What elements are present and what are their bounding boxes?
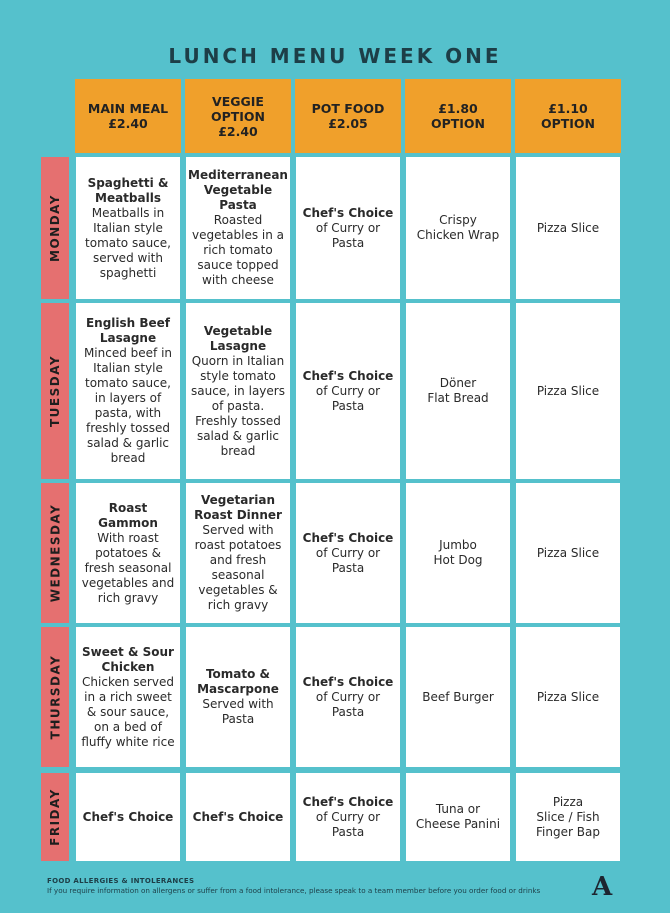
menu-cell <box>296 157 400 299</box>
column-header-110-option <box>515 79 621 153</box>
menu-cell <box>406 483 510 623</box>
day-label: THURSDAY <box>48 654 62 740</box>
allergy-heading: FOOD ALLERGIES & INTOLERANCES <box>47 877 195 885</box>
menu-cell <box>186 157 290 299</box>
menu-cell <box>296 627 400 767</box>
menu-cell <box>406 303 510 479</box>
dish-description: Meatballs in Italian style tomato sauce, served with spaghetti <box>85 205 171 280</box>
menu-cell <box>186 773 290 861</box>
dish-title: Chef's Choice <box>302 530 394 545</box>
column-header-label: £1.10 OPTION <box>540 101 596 131</box>
dish-description: Pizza Slice <box>536 545 600 560</box>
menu-cell <box>406 627 510 767</box>
column-header-label: MAIN MEAL £2.40 <box>87 101 169 131</box>
menu-cell <box>76 483 180 623</box>
column-header-180-option <box>405 79 511 153</box>
column-header-label: £1.80 OPTION <box>430 101 486 131</box>
dish-title: Vegetable Lasagne <box>203 323 273 353</box>
menu-cell <box>516 303 620 479</box>
menu-cell <box>516 483 620 623</box>
dish-title: Chef's Choice <box>192 809 284 824</box>
menu-cell <box>76 627 180 767</box>
dish-title: Chef's Choice <box>82 809 174 824</box>
dish-description: of Curry or Pasta <box>315 809 381 839</box>
column-header-main-meal <box>75 79 181 153</box>
dish-description: of Curry or Pasta <box>315 383 381 413</box>
dish-title: Spaghetti & Meatballs <box>87 175 169 205</box>
dish-description: Served with roast potatoes and fresh seasonal vegetables & rich gravy <box>194 523 282 612</box>
dish-title: Vegetarian Roast Dinner <box>194 493 282 522</box>
day-tab-wednesday <box>41 483 69 623</box>
menu-cell <box>186 627 290 767</box>
dish-title: Mediterranean Vegetable Pasta <box>188 168 288 212</box>
menu-cell <box>76 773 180 861</box>
dish-title: Chef's Choice <box>302 674 394 689</box>
dish-title: Chef's Choice <box>302 205 394 220</box>
dish-description: Pizza Slice <box>536 220 600 235</box>
menu-cell <box>406 773 510 861</box>
dish-title: Chef's Choice <box>302 368 394 383</box>
dish-description: Jumbo Hot Dog <box>433 538 483 567</box>
dish-description: Beef Burger <box>422 689 494 704</box>
column-header-veggie <box>185 79 291 153</box>
allergy-notice: If you require information on allergens or suffer from a food intolerance, please speak to a team member before you order food or drinks <box>47 886 541 895</box>
day-tab-friday <box>41 773 69 861</box>
dish-description: Roasted vegetables in a rich tomato sauce topped with cheese <box>191 213 285 287</box>
day-label: MONDAY <box>48 194 63 262</box>
day-label: FRIDAY <box>48 788 63 846</box>
brand-logo: A <box>592 872 613 902</box>
dish-description: Pizza Slice <box>536 689 600 704</box>
menu-cell <box>76 157 180 299</box>
menu-cell <box>296 303 400 479</box>
column-header-label: VEGGIE OPTION £2.40 <box>210 93 266 139</box>
menu-cell <box>76 303 180 479</box>
dish-description: Served with Pasta <box>202 697 274 726</box>
dish-description: of Curry or Pasta <box>315 545 381 575</box>
menu-cell <box>296 483 400 623</box>
menu-title: LUNCH MENU WEEK ONE <box>168 44 502 68</box>
dish-title: Tomato & Mascarpone <box>197 667 279 696</box>
day-tab-tuesday <box>41 303 69 479</box>
menu-cell <box>296 773 400 861</box>
menu-cell <box>516 627 620 767</box>
dish-description: Tuna or Cheese Panini <box>415 802 501 831</box>
dish-description: Chicken served in a rich sweet & sour sauce, on a bed of fluffy white rice <box>81 674 175 749</box>
dish-description: With roast potatoes & fresh seasonal vegetables and rich gravy <box>81 530 175 605</box>
dish-title: Chef's Choice <box>302 794 394 809</box>
day-tab-monday <box>41 157 69 299</box>
dish-description: Pizza Slice / Fish Finger Bap <box>536 794 600 839</box>
menu-cell <box>406 157 510 299</box>
menu-cell <box>186 303 290 479</box>
menu-cell <box>186 483 290 623</box>
dish-title: Roast Gammon <box>98 500 158 530</box>
dish-description: Minced beef in Italian style tomato sauce, in layers of pasta, with freshly tossed salad & garlic bread <box>83 346 173 465</box>
dish-title: English Beef Lasagne <box>85 316 171 345</box>
day-label: WEDNESDAY <box>48 503 63 603</box>
menu-cell <box>516 157 620 299</box>
dish-description: Pizza Slice <box>536 383 600 398</box>
day-tab-thursday <box>41 627 69 767</box>
column-header-label: POT FOOD £2.05 <box>311 101 385 131</box>
dish-description: Quorn in Italian style tomato sauce, in layers of pasta. Freshly tossed salad & garlic bread <box>191 353 285 458</box>
day-label: TUESDAY <box>48 354 62 428</box>
dish-title: Sweet & Sour Chicken <box>82 644 174 674</box>
dish-description: of Curry or Pasta <box>315 689 381 719</box>
column-header-pot-food <box>295 79 401 153</box>
dish-description: of Curry or Pasta <box>315 220 381 250</box>
menu-cell <box>516 773 620 861</box>
dish-description: Crispy Chicken Wrap <box>416 213 500 242</box>
dish-description: Döner Flat Bread <box>427 376 489 405</box>
